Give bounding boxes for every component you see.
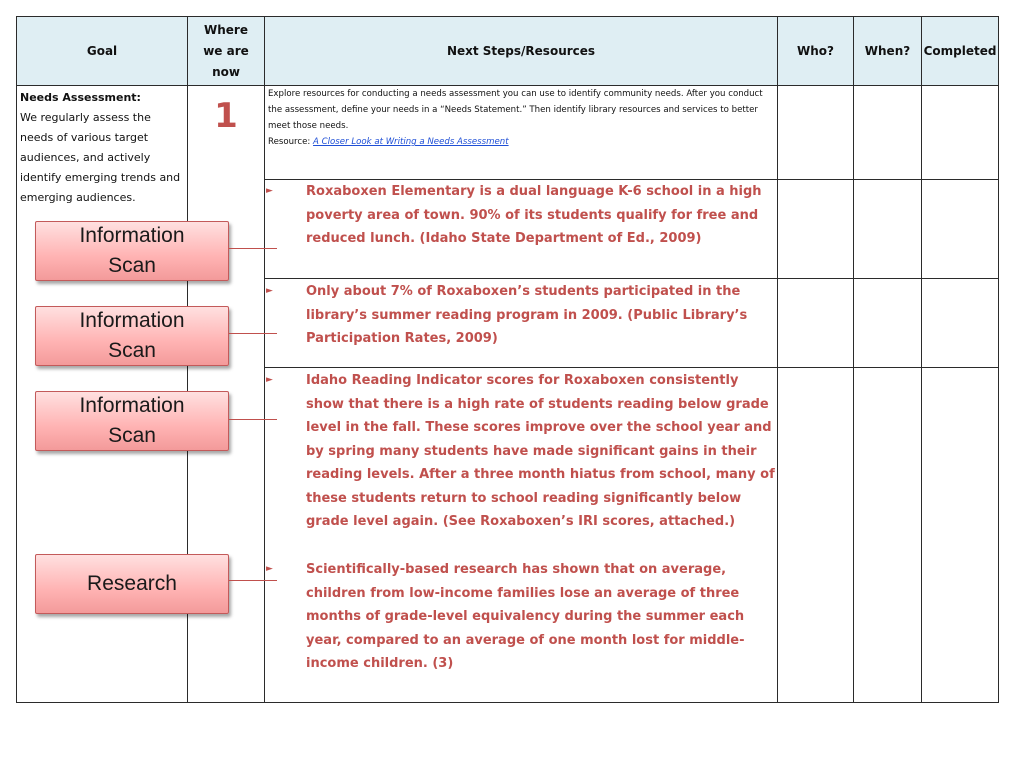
header-who-label: Who? <box>797 43 834 58</box>
callout-label: Information Scan <box>79 224 185 277</box>
finding-text: Scientifically-based research has shown that on average, children from low-income families lose an average of three months of grade-level equivalency during the summer each year, compared to an average of one month lost for middle-income children. (3) <box>306 562 745 671</box>
callout-research[interactable] <box>35 554 229 614</box>
header-when <box>854 17 921 85</box>
header-goal-label: Goal <box>86 43 118 58</box>
callout-connector-3 <box>229 419 277 420</box>
header-next-steps-label: Next Steps/Resources <box>446 43 596 58</box>
callout-information-scan-1[interactable] <box>35 221 229 281</box>
header-goal <box>17 17 187 85</box>
row-divider-3 <box>264 367 999 368</box>
table-border-bottom <box>16 702 999 703</box>
goal-title: Needs Assessment: <box>20 91 141 104</box>
finding-text: Idaho Reading Indicator scores for Roxaboxen consistently show that there is a high rate of students reading below grade level in the fall. These scores improve over the school year and by spring many students have made significant gains in their reading levels. After a three month hiatus from school, many of these students return to school reading significantly below grade level again. (See Roxaboxen’s IRI scores, attached.) <box>306 373 775 529</box>
goal-description: We regularly assess the needs of various target audiences, and actively identify emerging trends and emerging audiences. <box>20 111 181 204</box>
col-divider-3 <box>777 16 778 703</box>
header-where-we-are-now-label: Where we are now <box>203 22 249 79</box>
col-divider-4 <box>853 16 854 703</box>
col-divider-5 <box>921 16 922 703</box>
finding-3 <box>266 369 776 539</box>
finding-text: Roxaboxen Elementary is a dual language K-6 school in a high poverty area of town. 90% of its students qualify for free and reduced lunch. (Idaho State Department of Ed., 2009) <box>306 184 762 246</box>
header-where-we-are-now <box>188 17 264 85</box>
callout-label: Information Scan <box>79 309 185 362</box>
row-divider-2 <box>264 278 999 279</box>
callout-connector-1 <box>229 248 277 249</box>
finding-4 <box>266 558 776 671</box>
header-who <box>778 17 853 85</box>
finding-1 <box>266 180 776 276</box>
header-when-label: When? <box>864 43 911 58</box>
col-divider-2 <box>264 16 265 703</box>
table-border-right <box>998 16 999 703</box>
next-steps-intro-text: Explore resources for conducting a needs assessment you can use to identify community needs. After you conduct the assessment, define your needs in a “Needs Statement.” Then identify library resources and services to better meet those needs. <box>268 89 763 131</box>
status-number: 1 <box>214 96 238 136</box>
callout-information-scan-3[interactable] <box>35 391 229 451</box>
finding-text: Only about 7% of Roxaboxen’s students participated in the library’s summer reading program in 2009. (Public Library’s Participation Rates, 2009) <box>306 284 748 346</box>
bullet-arrow-icon: ► <box>266 564 273 574</box>
resource-label: Resource: <box>268 137 311 147</box>
header-completed-label: Completed <box>923 43 997 58</box>
callout-connector-4 <box>229 580 277 581</box>
goal-cell <box>20 88 185 208</box>
callout-connector-2 <box>229 333 277 334</box>
table-border-top <box>16 16 999 17</box>
next-steps-intro <box>268 86 776 150</box>
callout-label: Information Scan <box>79 394 185 447</box>
callout-label: Research <box>87 572 177 595</box>
table-border-left <box>16 16 17 703</box>
bullet-arrow-icon: ► <box>266 186 273 196</box>
resource-link[interactable]: A Closer Look at Writing a Needs Assessment <box>313 137 509 147</box>
header-next-steps <box>265 17 777 85</box>
bullet-arrow-icon: ► <box>266 286 273 296</box>
callout-information-scan-2[interactable] <box>35 306 229 366</box>
header-completed <box>922 17 998 85</box>
bullet-arrow-icon: ► <box>266 375 273 385</box>
finding-2 <box>266 280 776 366</box>
